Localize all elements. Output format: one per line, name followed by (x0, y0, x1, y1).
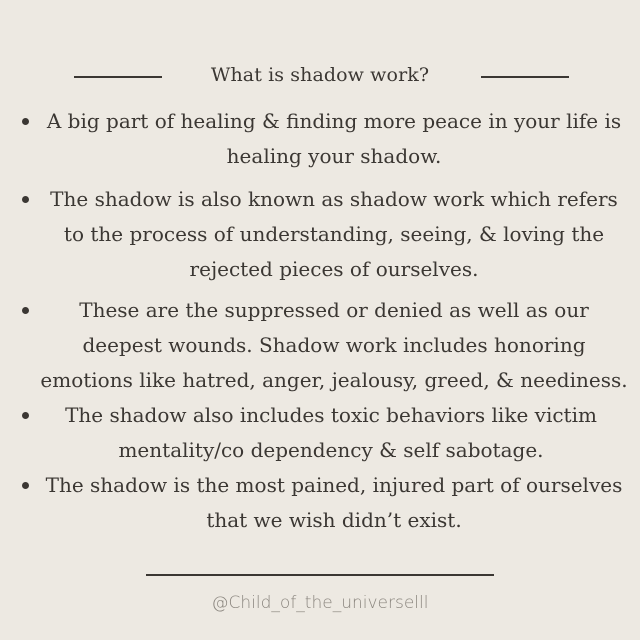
bullet-icon (22, 118, 29, 125)
bullet-icon (22, 482, 29, 489)
list-item (18, 468, 630, 538)
list-item (18, 398, 630, 468)
bullet-text: The shadow also includes toxic behaviors like victim mentality/co dependency & self sabotage. (65, 403, 597, 462)
author-handle: @Child_of_the_universelll (211, 593, 429, 613)
bullet-icon (22, 196, 29, 203)
list-item (18, 104, 630, 174)
page-title: What is shadow work? (210, 64, 430, 86)
title-divider-right (481, 76, 569, 78)
bullet-icon (22, 412, 29, 419)
bullet-text: The shadow is also known as shadow work which refers to the process of understanding, seeing, & loving the rejected pieces of ourselves. (50, 187, 618, 281)
title-row (0, 62, 640, 92)
list-item (18, 293, 630, 398)
bullet-text: These are the suppressed or denied as well as our deepest wounds. Shadow work includes honoring emotions like hatred, anger, jealousy, greed, & neediness. (40, 298, 628, 392)
bullet-text: The shadow is the most pained, injured part of ourselves that we wish didn’t exist. (45, 473, 623, 532)
bullet-icon (22, 307, 29, 314)
footer-divider (146, 574, 494, 576)
bullet-text: A big part of healing & finding more peace in your life is healing your shadow. (46, 109, 622, 168)
list-item (18, 182, 630, 287)
bullet-list (18, 104, 630, 538)
